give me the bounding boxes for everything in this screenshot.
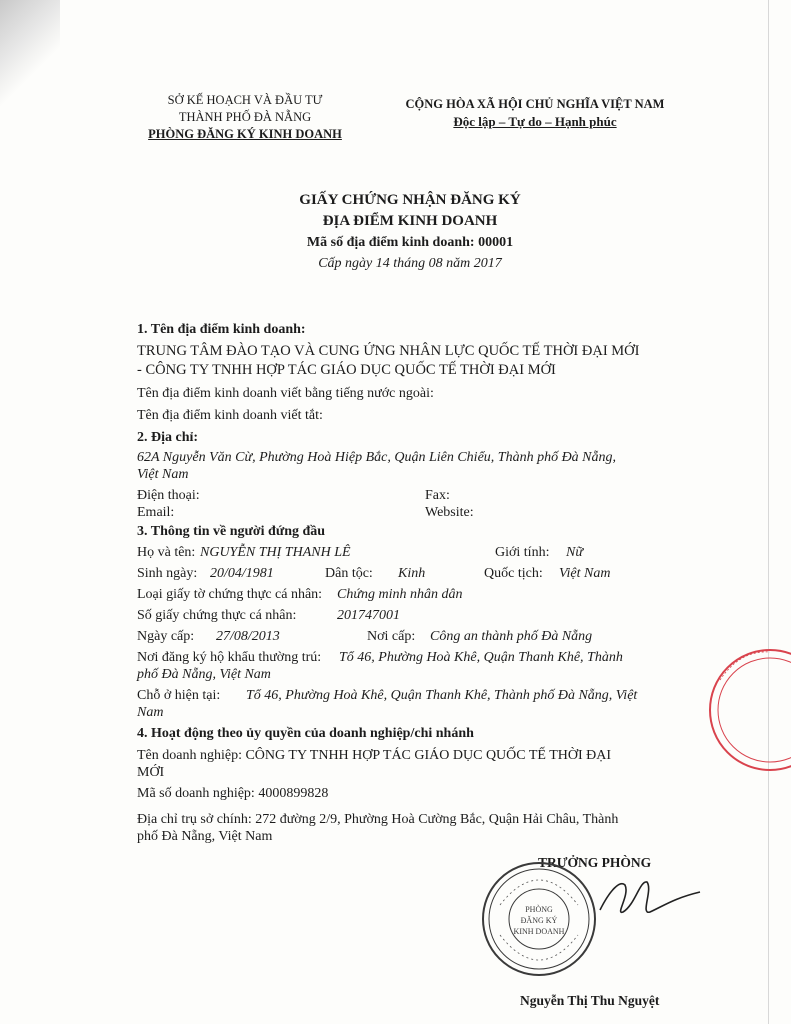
seal-text-2: ĐĂNG KÝ (520, 916, 558, 925)
email-label: Email: (137, 505, 175, 520)
full-name-value: NGUYỄN THỊ THANH LÊ (200, 545, 351, 560)
issuer-line-2: THÀNH PHỐ ĐÀ NẴNG (178, 110, 312, 124)
issue-date-label: Ngày cấp: (137, 629, 195, 644)
permanent-address-line-1: Tổ 46, Phường Hoà Khê, Quận Thanh Khê, Thành (339, 650, 623, 665)
signer-title: TRƯỞNG PHÒNG (538, 855, 652, 870)
issue-date-value: 27/08/2013 (216, 629, 280, 644)
permanent-address-line-2: phố Đà Nẵng, Việt Nam (137, 667, 271, 682)
section-4-heading: 4. Hoạt động theo ủy quyền của doanh nghiệp/chi nhánh (137, 726, 474, 741)
signature-scribble-icon (595, 870, 705, 930)
section-2-heading: 2. Địa chỉ: (137, 430, 199, 445)
red-edge-seal-icon (700, 640, 791, 780)
section-1-heading: 1. Tên địa điểm kinh doanh: (137, 322, 306, 337)
website-label: Website: (425, 505, 474, 520)
headquarters-line-2: phố Đà Nẵng, Việt Nam (137, 829, 273, 844)
issue-place-label: Nơi cấp: (367, 629, 416, 644)
title-line-2: ĐỊA ĐIỂM KINH DOANH (322, 213, 498, 229)
full-name-label: Họ và tên: (137, 545, 196, 560)
seal-text-1: PHÒNG (525, 905, 553, 914)
enterprise-code: Mã số doanh nghiệp: 4000899828 (137, 786, 329, 801)
location-code: Mã số địa điểm kinh doanh: 00001 (306, 235, 514, 250)
issuer-line-1: SỞ KẾ HOẠCH VÀ ĐẦU TƯ (167, 93, 323, 107)
gender-label: Giới tính: (495, 545, 550, 560)
title-line-1: GIẤY CHỨNG NHẬN ĐĂNG KÝ (299, 192, 521, 208)
document-title (200, 190, 620, 274)
id-type-value: Chứng minh nhân dân (337, 587, 463, 602)
scan-corner-shadow (0, 0, 60, 120)
nationality-label: Quốc tịch: (484, 566, 543, 581)
dob-value: 20/04/1981 (210, 566, 274, 581)
headquarters-line-1: Địa chỉ trụ sở chính: 272 đường 2/9, Phường Hoà Cường Bắc, Quận Hải Châu, Thành (137, 812, 619, 827)
issuer-block (140, 92, 350, 143)
current-address-line-2: Nam (137, 705, 164, 720)
official-seal-icon (480, 860, 598, 978)
fax-label: Fax: (425, 488, 450, 503)
issuer-line-3: PHÒNG ĐĂNG KÝ KINH DOANH (148, 127, 342, 141)
id-number-label: Số giấy chứng thực cá nhân: (137, 608, 297, 623)
current-address-label: Chỗ ở hiện tại: (137, 688, 221, 703)
location-name-line-1: TRUNG TÂM ĐÀO TẠO VÀ CUNG ỨNG NHÂN LỰC QUỐC TẾ THỜI ĐẠI MỚI (137, 343, 640, 359)
location-name-line-2: - CÔNG TY TNHH HỢP TÁC GIÁO DỤC QUỐC TẾ THỜI ĐẠI MỚI (137, 362, 556, 378)
phone-label: Điện thoại: (137, 488, 200, 503)
national-motto-block (380, 96, 690, 130)
issue-place-value: Công an thành phố Đà Nẵng (430, 629, 593, 644)
company-name-line-2: MỚI (137, 765, 165, 780)
country-name: CỘNG HÒA XÃ HỘI CHỦ NGHĨA VIỆT NAM (405, 97, 665, 111)
seal-text-3: KINH DOANH (513, 927, 565, 936)
foreign-name-label: Tên địa điểm kinh doanh viết bằng tiếng nước ngoài: (137, 386, 434, 401)
gender-value: Nữ (566, 545, 583, 560)
abbreviated-name-label: Tên địa điểm kinh doanh viết tắt: (137, 408, 323, 423)
id-type-label: Loại giấy tờ chứng thực cá nhân: (137, 587, 323, 602)
ethnicity-label: Dân tộc: (325, 566, 373, 581)
page-edge (768, 0, 769, 1024)
id-number-value: 201747001 (337, 608, 400, 623)
company-name-line-1: Tên doanh nghiệp: CÔNG TY TNHH HỢP TÁC GIÁO DỤC QUỐC TẾ THỜI ĐẠI (137, 748, 612, 763)
section-3-heading: 3. Thông tin về người đứng đầu (137, 524, 326, 539)
ethnicity-value: Kinh (398, 566, 426, 581)
nationality-value: Việt Nam (559, 566, 611, 581)
issue-date: Cấp ngày 14 tháng 08 năm 2017 (318, 256, 502, 271)
address-line-2: Việt Nam (137, 467, 189, 482)
signer-name: Nguyễn Thị Thu Nguyệt (520, 993, 660, 1008)
motto: Độc lập – Tự do – Hạnh phúc (453, 114, 617, 129)
address-line-1: 62A Nguyễn Văn Cừ, Phường Hoà Hiệp Bắc, Quận Liên Chiểu, Thành phố Đà Nẵng, (137, 450, 617, 465)
current-address-line-1: Tổ 46, Phường Hoà Khê, Quận Thanh Khê, Thành phố Đà Nẵng, Việt (246, 688, 638, 703)
dob-label: Sinh ngày: (137, 566, 198, 581)
permanent-address-label: Nơi đăng ký hộ khẩu thường trú: (137, 650, 322, 665)
